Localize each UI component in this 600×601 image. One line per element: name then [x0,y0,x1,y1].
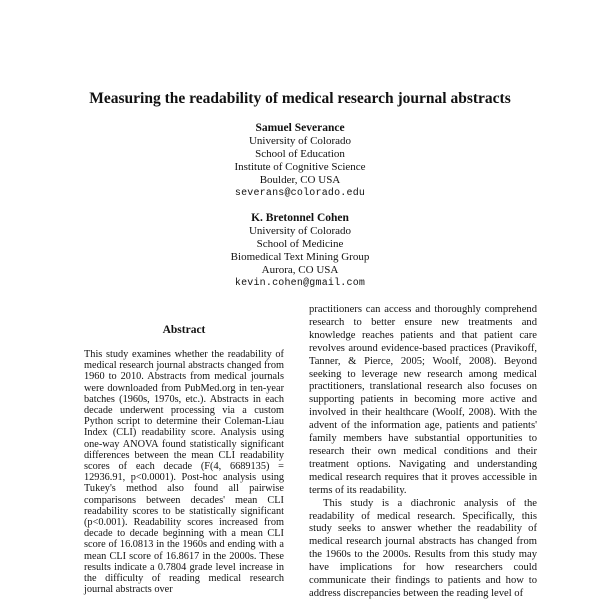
author-affiliation-line: Aurora, CO USA [261,264,339,276]
author-block-2 [150,212,450,290]
author-affiliation-line: School of Medicine [256,238,344,250]
paper-title: Measuring the readability of medical research journal abstracts [89,90,511,107]
author-affiliation-line: University of Colorado [248,135,352,147]
author-affiliation-line: Biomedical Text Mining Group [230,251,370,263]
author-affiliation-line: University of Colorado [248,225,352,237]
body-paragraph: practitioners can access and thoroughly comprehend research to better ensure new treatments and knowledge reaches patients and that patient care revolves around evidence-based practices (Pravikoff, Tanner, & Pierce, 2005; Woolf, 2008). Beyond seeking to leverage new research among medical practitioners, translational research also focuses on supporting patients in becoming more active and involved in their healthcare (Woolf, 2008). With the advent of the information age, patients and patients' family members have substantial opportunities to research their own medical conditions and their treatment options. Navigating and understanding medical research requires that it proves accessible in terms of its readability. [309,304,537,496]
abstract-text: This study examines whether the readability of medical research journal abstracts changed from 1960 to 2010. Abstracts from medical journals were downloaded from PubMed.org in ten-year batches (1960s, 1970s, etc.). Abstracts in each decade underwent processing via a custom Python script to determine their Coleman-Liau Index (CLI) readability score. Analysis using one-way ANOVA found statistically significant differences between the mean CLI readability scores of each decade (F(4, 6689135) = 12936.91, p<0.0001). Post-hoc analysis using Tukey's method also found all pairwise comparisons between decades' mean CLI readability scores to be statistically significant (p<0.001). Readability scores increased from decade to decade beginning with a mean CLI score of 16.0813 in the 1960s and ending with a mean CLI score of 16.8617 in the 2000s. These results indicate a 0.7804 grade level increase in the difficulty of reading medical research journal abstracts over [84,349,284,596]
author-name: Samuel Severance [255,122,345,134]
abstract-heading: Abstract [162,324,206,336]
author-affiliation-line: Institute of Cognitive Science [234,161,366,173]
author-name: K. Bretonnel Cohen [251,212,349,224]
author-email: kevin.cohen@gmail.com [234,278,366,289]
author-affiliation-line: Boulder, CO USA [259,174,341,186]
body-column [309,304,537,601]
body-paragraph: This study is a diachronic analysis of the readability of medical research. Specifically, this study seeks to answer whether the readability of medical research journal abstracts has changed from the 1960s to the 2000s. Results from this study may have implications for how researchers could communicate their findings to patients and how to address discrepancies between the reading level of [309,497,537,599]
author-block-1 [150,122,450,200]
author-email: severans@colorado.edu [234,188,366,199]
author-affiliation-line: School of Education [255,148,345,160]
